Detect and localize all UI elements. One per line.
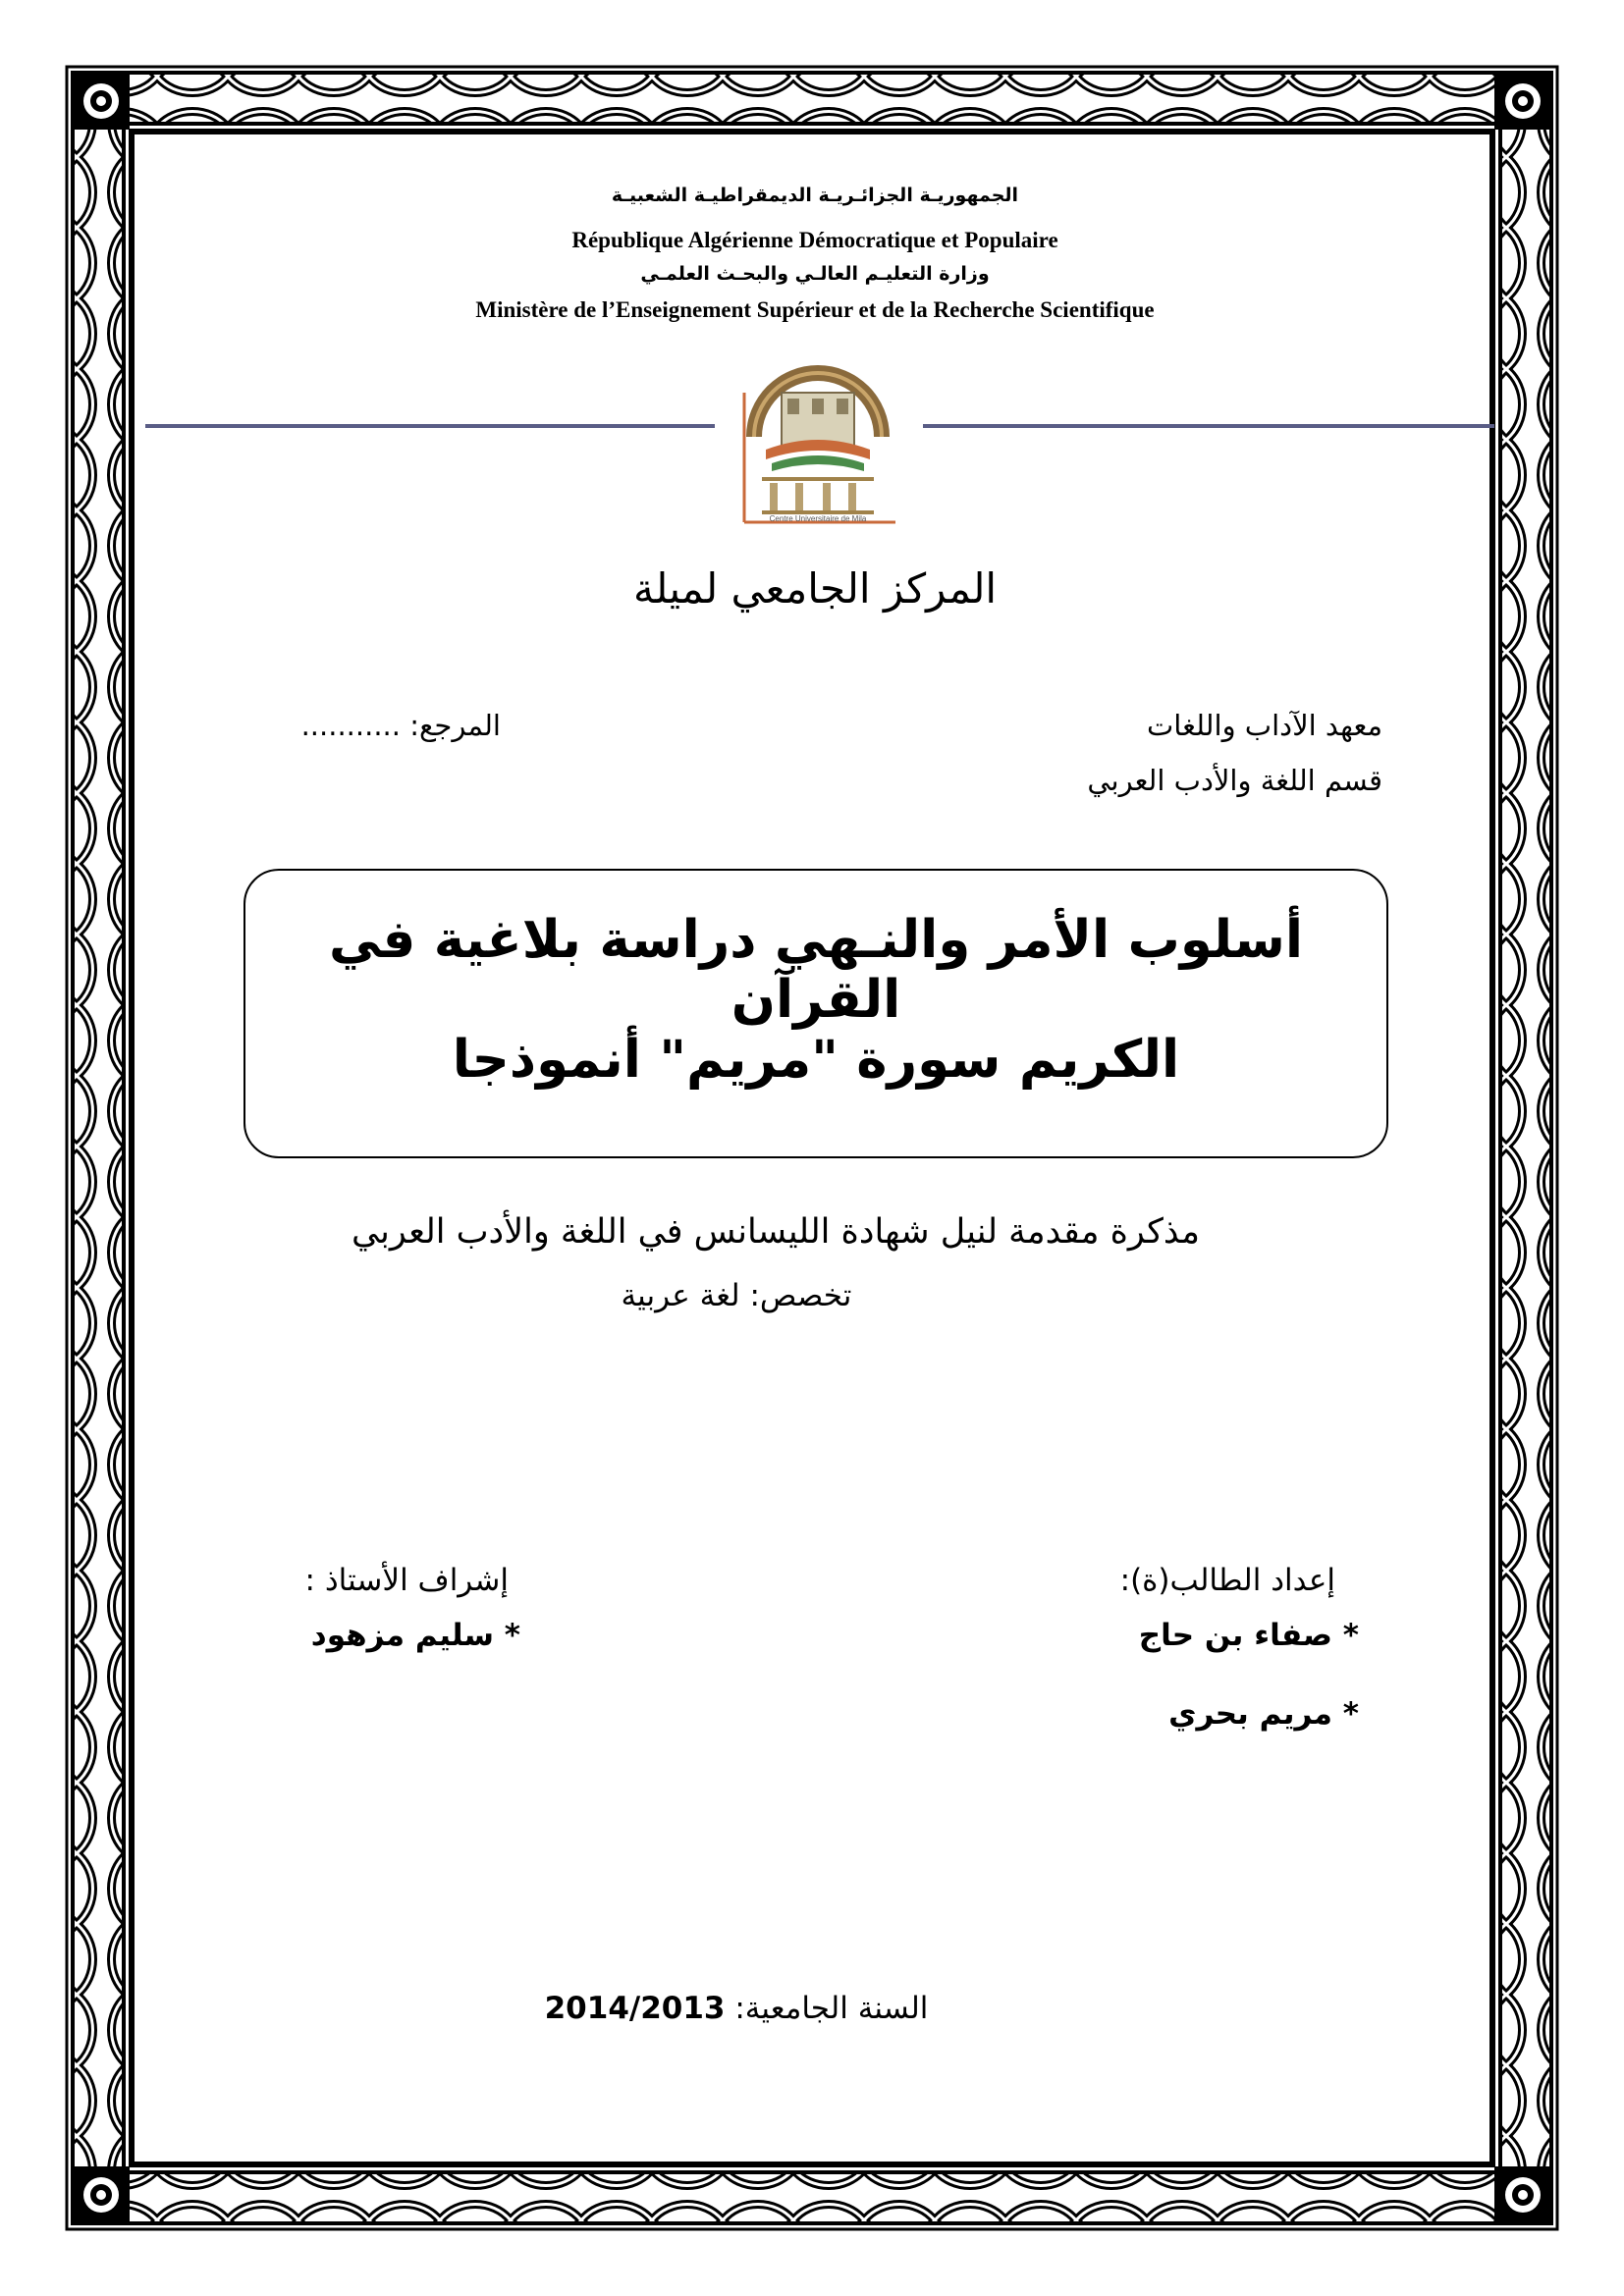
institution-name: المركز الجامعي لميلة: [632, 564, 998, 613]
supervisor-label: إشراف الأستاذ :: [304, 1563, 509, 1598]
ministry-french: Ministère de l’Enseignement Supérieur et de la Recherche Scientifique: [475, 297, 1155, 322]
degree-purpose: مذكرة مقدمة لنيل شهادة الليسانس في اللغة والأدب العربي: [351, 1212, 1201, 1252]
supervisor-name: * سليم مزهود: [310, 1618, 520, 1653]
academic-year: [471, 1991, 1001, 2026]
student-name-1: * صفاء بن حاج: [1138, 1618, 1359, 1653]
republic-french: République Algérienne Démocratique et Populaire: [571, 228, 1058, 252]
thesis-title-line-1: أسلوب الأمر والنـهي دراسة بلاغية في القرآن: [328, 910, 1304, 1030]
ministry-arabic: وزارة التعليـم العالـي والبحـث العلمـي: [640, 263, 990, 285]
student-name-2: * مريم بحري: [1168, 1696, 1359, 1732]
specialty: تخصص: لغة عربية: [621, 1278, 852, 1313]
academic-year-value: 2014/2013: [544, 1991, 726, 2026]
thesis-title-box: [244, 869, 1388, 1158]
logo-caption: Centre Universitaire de Mila: [769, 514, 867, 523]
academic-year-label: السنة الجامعية:: [725, 1991, 929, 2026]
republic-arabic: الجمهوريـة الجزائـريـة الديمقراطيـة الشعبيـة: [611, 185, 1019, 206]
header-rule-right: [923, 424, 1494, 428]
students-label: إعداد الطالب(ة):: [1119, 1563, 1335, 1598]
institute-name: معهد الآداب واللغات: [1146, 709, 1382, 742]
university-emblem-icon: [727, 334, 909, 530]
university-logo: [727, 334, 909, 530]
department-name: قسم اللغة والأدب العربي: [1087, 764, 1382, 797]
thesis-title-line-2: الكريم سورة "مريم" أنموذجا: [452, 1030, 1180, 1090]
reference-number: المرجع: ...........: [300, 709, 501, 742]
header-rule-left: [145, 424, 715, 428]
